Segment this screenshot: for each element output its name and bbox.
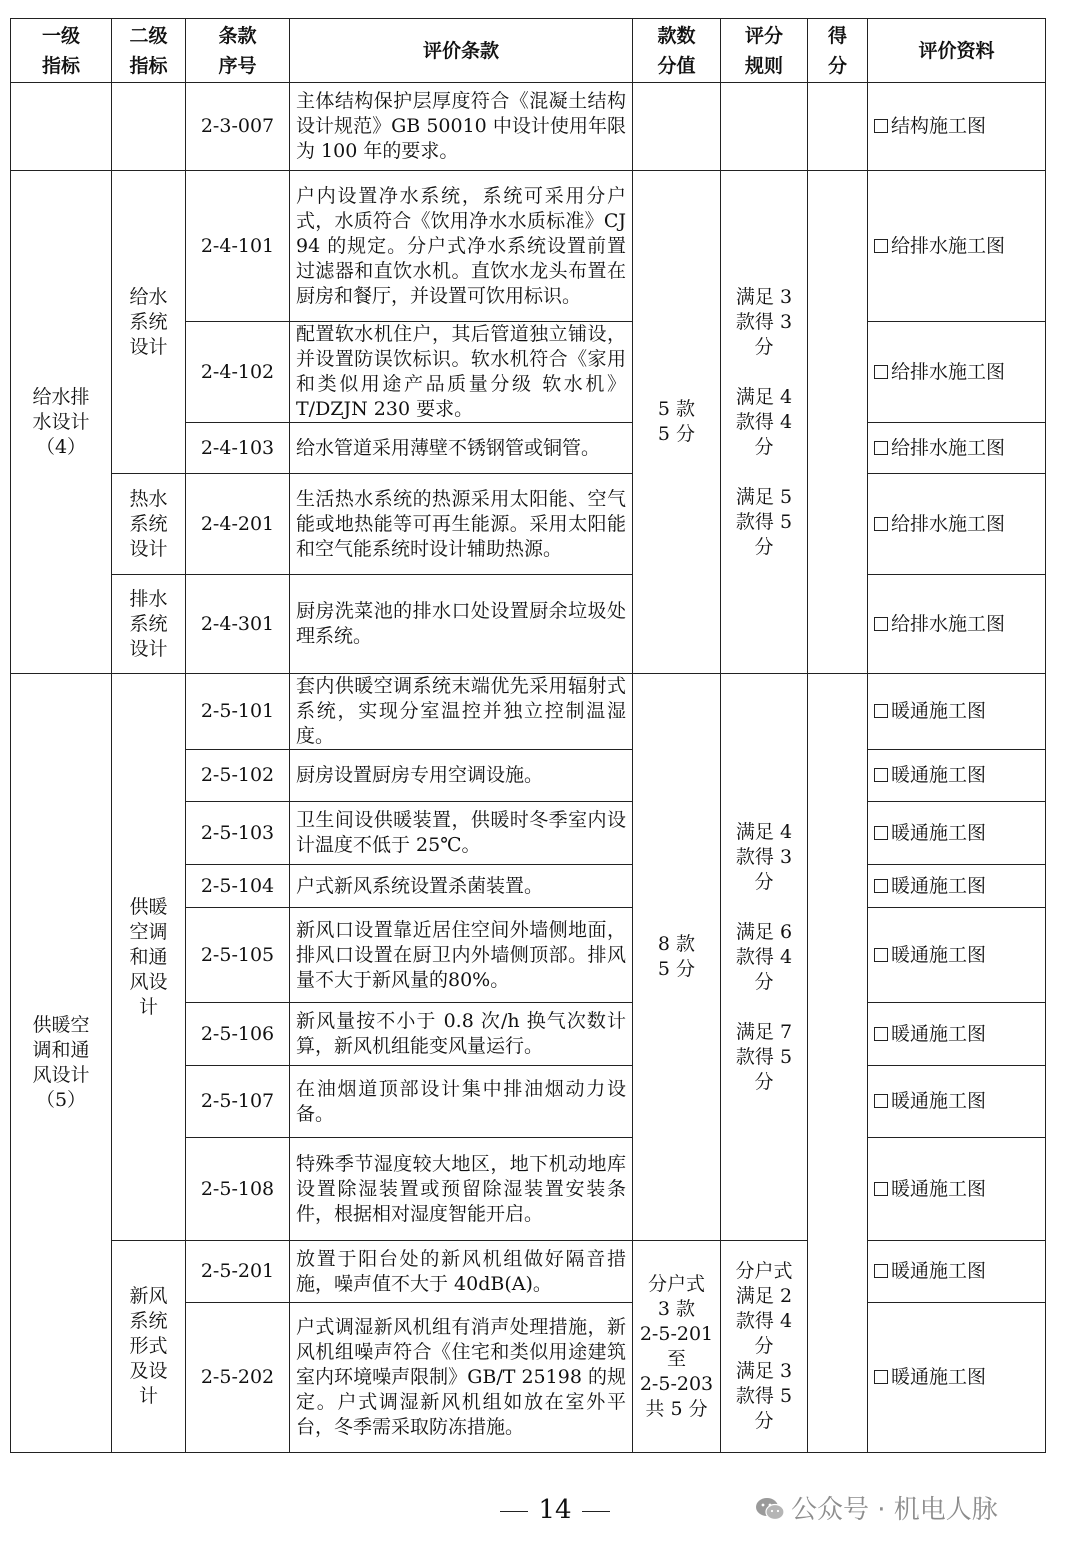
header-level1: 一级 指标 (11, 19, 112, 83)
clause-code: 2-4-103 (186, 423, 290, 474)
rule-fresh-air: 分户式 满足 2 款得 4 分 满足 3 款得 5 分 (721, 1241, 808, 1453)
points-hvac: 8 款 5 分 (633, 674, 721, 1241)
material-cell (868, 322, 1046, 423)
header-code: 条款 序号 (186, 19, 290, 83)
dash-left (500, 1511, 528, 1512)
material-label: 给排水施工图 (891, 612, 1006, 635)
evaluation-table (10, 18, 1046, 1453)
watermark-text: 公众号 · 机电人脉 (791, 1495, 998, 1525)
clause-text: 生活热水系统的热源采用太阳能、空气能或地热能等可再生能源。采用太阳能和空气能系统时设计辅助热源。 (290, 474, 633, 575)
table-row (11, 575, 1046, 674)
checkbox-icon[interactable] (874, 1370, 888, 1384)
material-label: 暖通施工图 (891, 1260, 987, 1282)
dash-right (582, 1511, 610, 1512)
checkbox-icon[interactable] (874, 1094, 888, 1108)
checkbox-icon[interactable] (874, 1264, 888, 1278)
material-cell (868, 1303, 1046, 1453)
clause-code: 2-5-102 (186, 750, 290, 802)
clause-code: 2-5-101 (186, 674, 290, 750)
material-cell (868, 1241, 1046, 1303)
level2-drainage: 排水 系统 设计 (112, 575, 186, 674)
checkbox-icon[interactable] (874, 879, 888, 893)
clause-code: 2-5-107 (186, 1066, 290, 1138)
checkbox-icon[interactable] (874, 826, 888, 840)
material-cell (868, 474, 1046, 575)
rule-water: 满足 3 款得 3 分 满足 4 款得 4 分 满足 5 款得 5 分 (721, 171, 808, 674)
empty-cell (112, 83, 186, 171)
checkbox-icon[interactable] (874, 1027, 888, 1041)
header-points: 款数 分值 (633, 19, 721, 83)
header-level2: 二级 指标 (112, 19, 186, 83)
page-footer (0, 1490, 1067, 1530)
clause-code: 2-5-106 (186, 1003, 290, 1066)
watermark (755, 1492, 998, 1528)
clause-code: 2-3-007 (186, 83, 290, 171)
material-cell (868, 1066, 1046, 1138)
material-cell (868, 1138, 1046, 1241)
checkbox-icon[interactable] (874, 948, 888, 962)
material-cell (868, 802, 1046, 865)
rule-hvac: 满足 4 款得 3 分 满足 6 款得 4 分 满足 7 款得 5 分 (721, 674, 808, 1241)
material-label: 给排水施工图 (891, 436, 1006, 459)
clause-text: 新风口设置靠近居住空间外墙侧地面，排风口设置在厨卫内外墙侧顶部。排风量不大于新风量的80%。 (290, 908, 633, 1003)
material-label: 暖通施工图 (891, 700, 987, 722)
clause-text: 户式调湿新风机组有消声处理措施，新风机组噪声符合《住宅和类似用途建筑室内环境噪声限制》GB/T 25198 的规定。户式调湿新风机组如放在室外平台，冬季需采取防冻措施。 (290, 1303, 633, 1453)
material-cell (868, 750, 1046, 802)
material-label: 暖通施工图 (891, 1177, 987, 1200)
checkbox-icon[interactable] (874, 441, 888, 455)
material-cell (868, 83, 1046, 171)
clause-text: 户式新风系统设置杀菌装置。 (290, 865, 633, 908)
material-label: 暖通施工图 (891, 764, 987, 786)
clause-text: 配置软水机住户，其后管道独立铺设，并设置防误饮标识。软水机符合《家用和类似用途产品质量分级 软水机》T/DZJN 230 要求。 (290, 322, 633, 423)
material-label: 暖通施工图 (891, 1366, 987, 1388)
checkbox-icon[interactable] (874, 617, 888, 631)
page-number-text: 14 (538, 1495, 572, 1525)
clause-text: 厨房设置厨房专用空调设施。 (290, 750, 633, 802)
rule-cell (721, 83, 808, 171)
page-number (490, 1490, 620, 1530)
material-cell (868, 423, 1046, 474)
checkbox-icon[interactable] (874, 1182, 888, 1196)
checkbox-icon[interactable] (874, 239, 888, 253)
clause-text: 卫生间设供暖装置，供暖时冬季室内设计温度不低于 25℃。 (290, 802, 633, 865)
clause-code: 2-4-101 (186, 171, 290, 322)
table-row (11, 674, 1046, 750)
material-label: 结构施工图 (891, 115, 987, 137)
clause-text: 给水管道采用薄壁不锈钢管或铜管。 (290, 423, 633, 474)
header-material: 评价资料 (868, 19, 1046, 83)
material-label: 暖通施工图 (891, 821, 987, 844)
clause-code: 2-5-108 (186, 1138, 290, 1241)
material-label: 暖通施工图 (891, 1090, 987, 1112)
header-score: 得 分 (808, 19, 868, 83)
level2-water-supply: 给水 系统 设计 (112, 171, 186, 474)
header-rule: 评分 规则 (721, 19, 808, 83)
header-clause: 评价条款 (290, 19, 633, 83)
material-label: 暖通施工图 (891, 943, 987, 966)
material-cell (868, 171, 1046, 322)
score-cell (808, 674, 868, 1453)
level2-hot-water: 热水 系统 设计 (112, 474, 186, 575)
table-row (11, 1241, 1046, 1303)
material-cell (868, 575, 1046, 674)
wechat-icon (755, 1496, 785, 1522)
header-row (11, 19, 1046, 83)
clause-code: 2-5-201 (186, 1241, 290, 1303)
checkbox-icon[interactable] (874, 768, 888, 782)
score-cell (808, 171, 868, 674)
clause-text: 套内供暖空调系统末端优先采用辐射式系统，实现分室温控并独立控制温湿度。 (290, 674, 633, 750)
checkbox-icon[interactable] (874, 517, 888, 531)
clause-text: 特殊季节湿度较大地区，地下机动地库设置除湿装置或预留除湿装置安装条件，根据相对湿度智能开启。 (290, 1138, 633, 1241)
material-label: 暖通施工图 (891, 1022, 987, 1045)
checkbox-icon[interactable] (874, 119, 888, 133)
level1-hvac: 供暖空 调和通 风设计 （5） (11, 674, 112, 1453)
material-label: 给排水施工图 (891, 234, 1006, 257)
material-label: 暖通施工图 (891, 874, 987, 897)
checkbox-icon[interactable] (874, 365, 888, 379)
clause-text: 户内设置净水系统，系统可采用分户式，水质符合《饮用净水水质标准》CJ 94 的规定。分户式净水系统设置前置过滤器和直饮水机。直饮水龙头布置在厨房和餐厅，并设置可饮用标识。 (290, 171, 633, 322)
points-fresh-air: 分户式 3 款 2-5-201 至 2-5-203 共 5 分 (633, 1241, 721, 1453)
clause-code: 2-4-102 (186, 322, 290, 423)
clause-text: 新风量按不小于 0.8 次/h 换气次数计算，新风机组能变风量运行。 (290, 1003, 633, 1066)
material-cell (868, 674, 1046, 750)
material-cell (868, 865, 1046, 908)
level2-hvac: 供暖 空调 和通 风设 计 (112, 674, 186, 1241)
score-cell (808, 83, 868, 171)
table-row (11, 171, 1046, 322)
level1-water: 给水排 水设计 （4） (11, 171, 112, 674)
material-cell (868, 908, 1046, 1003)
clause-code: 2-5-202 (186, 1303, 290, 1453)
clause-text: 主体结构保护层厚度符合《混凝土结构设计规范》GB 50010 中设计使用年限为 100 年的要求。 (290, 83, 633, 171)
clause-text: 厨房洗菜池的排水口处设置厨余垃圾处理系统。 (290, 575, 633, 674)
points-cell (633, 83, 721, 171)
clause-text: 放置于阳台处的新风机组做好隔音措施，噪声值不大于 40dB(A)。 (290, 1241, 633, 1303)
material-label: 给排水施工图 (891, 360, 1006, 383)
material-cell (868, 1003, 1046, 1066)
table-row (11, 83, 1046, 171)
points-water: 5 款 5 分 (633, 171, 721, 674)
material-label: 给排水施工图 (891, 512, 1006, 535)
clause-code: 2-4-301 (186, 575, 290, 674)
table-row (11, 474, 1046, 575)
clause-code: 2-5-105 (186, 908, 290, 1003)
empty-cell (11, 83, 112, 171)
clause-code: 2-5-104 (186, 865, 290, 908)
checkbox-icon[interactable] (874, 704, 888, 718)
clause-code: 2-5-103 (186, 802, 290, 865)
clause-text: 在油烟道顶部设计集中排油烟动力设备。 (290, 1066, 633, 1138)
clause-code: 2-4-201 (186, 474, 290, 575)
level2-fresh-air: 新风 系统 形式 及设 计 (112, 1241, 186, 1453)
